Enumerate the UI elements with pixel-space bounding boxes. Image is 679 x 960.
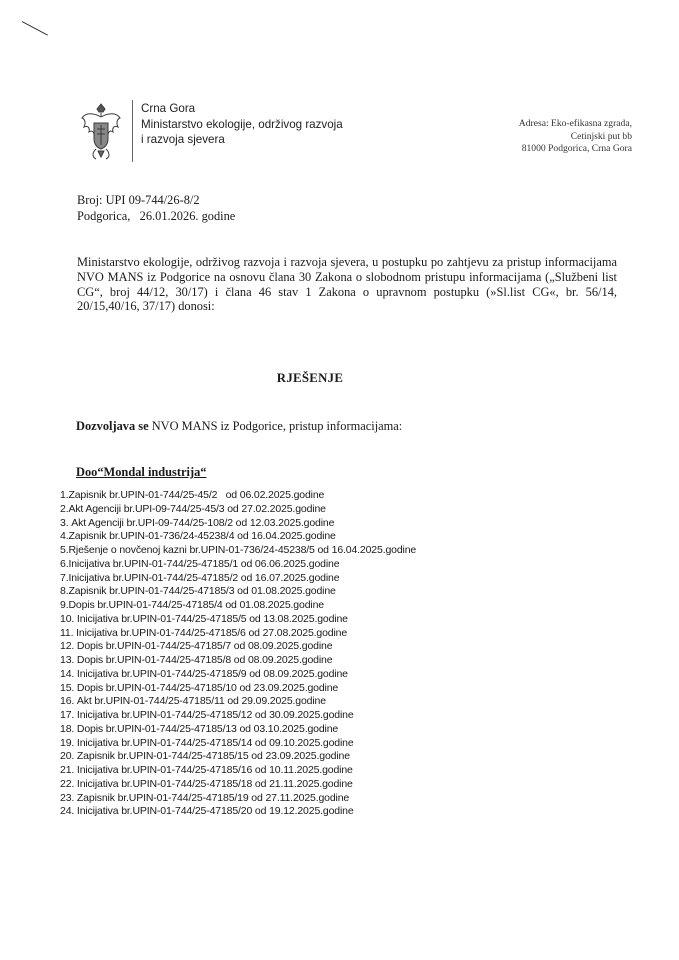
list-item-text: Inicijativa br.UPIN-01-744/25-47185/14 od 09.10.2025.godine [76,736,354,749]
list-item-text: Zapisnik br.UPIN-01-744/25-47185/3 od 01.08.2025.godine [68,585,336,598]
list-item [60,640,416,654]
list-item-text: Inicijativa br.UPIN-01-744/25-47185/16 od 10.11.2025.godine [76,764,353,776]
list-item [60,627,416,641]
list-item-number: 17. [60,709,77,721]
list-item-number: 18. [60,722,77,735]
list-item [60,572,416,586]
list-item-text: Inicijativa br.UPIN-01-744/25-47185/9 od 08.09.2025.godine [76,667,348,680]
approval-statement [76,419,402,434]
list-item [60,737,416,751]
list-item [60,613,416,627]
list-item-text: Rješenje o novčenoj kazni br.UPIN-01-736/24-45238/5 od 16.04.2025.godine [68,544,417,556]
list-item-number: 7. [60,571,69,584]
company-heading: Doo“Mondal industrija“ [76,465,207,479]
list-item [60,723,416,737]
list-item-text: Dopis br.UPIN-01-744/25-47185/13 od 03.10.2025.godine [76,722,339,735]
ministry-line-name: Ministarstvo ekologije, održivog razvoja [141,117,343,131]
ministry-name-block [141,101,343,148]
list-item [60,805,416,819]
list-item-number: 10. [60,612,77,625]
pen-scratch-mark [22,21,48,36]
ministry-line-name-cont: i razvoja sjevera [141,133,225,146]
list-item-text: Dopis br.UPIN-01-744/25-47185/10 od 23.09.2025.godine [76,681,339,694]
list-item-number: 23. [60,791,77,804]
list-item-number: 21. [60,764,77,776]
list-item-number: 16. [60,695,77,708]
list-item-text: Zapisnik br.UPIN-01-744/25-47185/15 od 23.09.2025.godine [76,750,350,763]
list-item-text: Inicijativa br.UPIN-01-744/25-47185/20 od 19.12.2025.godine [76,805,354,818]
address-line-city: 81000 Podgorica, Crna Gora [521,143,632,155]
address-line-building: Adresa: Eko-efikasna zgrada, [518,118,632,129]
list-item-text: Inicijativa br.UPIN-01-744/25-47185/2 od 16.07.2025.godine [68,571,340,584]
ministry-line-country: Crna Gora [141,102,196,115]
list-item-number: 15. [60,681,77,694]
list-item-text: Inicijativa br.UPIN-01-744/25-47185/18 od 21.11.2025.godine [76,777,353,790]
list-item-number: 13. [60,654,77,666]
list-item [60,764,416,778]
list-item-number: 14. [60,667,77,680]
list-item [60,517,416,531]
list-item [60,489,416,503]
reference-number: Broj: UPI 09-744/26-8/2 [77,193,200,207]
list-item [60,544,416,558]
list-item-text: Inicijativa br.UPIN-01-744/25-47185/6 od 27.08.2025.godine [76,626,348,639]
list-item-text: Akt Agenciji br.UPI-09-744/25-45/3 od 27.02.2025.godine [68,502,326,515]
document-list [60,489,416,819]
list-item-number: 9. [60,599,69,611]
coat-of-arms-icon [80,103,122,161]
list-item-number: 2. [60,502,69,515]
list-item-number: 20. [60,750,77,763]
list-item-text: Zapisnik br.UPIN-01-744/25-47185/19 od 27.11.2025.godine [76,791,350,804]
list-item [60,668,416,682]
list-item-number: 19. [60,736,77,749]
list-item [60,778,416,792]
list-item [60,585,416,599]
list-item-number: 12. [60,640,77,653]
list-item [60,750,416,764]
list-item [60,695,416,709]
list-item [60,503,416,517]
list-item-text: Dopis br.UPIN-01-744/25-47185/7 od 08.09.2025.godine [76,640,333,653]
list-item-text: Inicijativa br.UPIN-01-744/25-47185/5 od 13.08.2025.godine [76,612,348,625]
list-item [60,558,416,572]
list-item-number: 24. [60,805,77,818]
address-block [519,118,632,156]
list-item-text: Akt br.UPIN-01-744/25-47185/11 od 29.09.2025.godine [76,695,326,708]
document-title: RJEŠENJE [276,371,344,385]
list-item [60,599,416,613]
list-item-text: Zapisnik br.UPIN-01-744/25-45/2 od 06.02.2025.godine [68,489,325,501]
place-date: Podgorica, 26.01.2026. godine [77,208,236,223]
list-item [60,792,416,806]
list-item-number: 1. [60,489,69,501]
intro-paragraph: Ministarstvo ekologije, održivog razvoja i razvoja sjevera, u postupku po zahtjevu za pristup informacijama NVO MANS iz Podgorice na osnovu člana 30 Zakona o slobodnom pristupu informacijama („Službeni list CG“, broj 44/12, 30/17) i člana 46 stav 1 Zakona o upravnom postupku (»Sl.list CG«, br. 56/14, 20/15,40/16, 37/17) donosi: [77,255,617,314]
list-item-text: Dopis br.UPIN-01-744/25-47185/4 od 01.08.2025.godine [68,599,324,611]
list-item-number: 22. [60,777,77,790]
approval-bold: Dozvoljava se [76,419,149,433]
list-item-number: 11. [60,626,77,639]
list-item-text: Dopis br.UPIN-01-744/25-47185/8 od 08.09.2025.godine [76,654,333,666]
list-item-text: Akt Agenciji br.UPI-09-744/25-108/2 od 12.03.2025.godine [71,516,335,529]
list-item-text: Inicijativa br.UPIN-01-744/25-47185/12 od 30.09.2025.godine [76,709,354,721]
address-line-street: Cetinjski put bb [570,130,632,142]
list-item-text: Inicijativa br.UPIN-01-744/25-47185/1 od 06.06.2025.godine [68,557,340,570]
list-item [60,709,416,723]
list-item-number: 6. [60,557,69,570]
list-item [60,530,416,544]
list-item-number: 8. [60,585,69,598]
list-item [60,682,416,696]
list-item-number: 4. [60,530,69,543]
list-item [60,654,416,668]
list-item-text: Zapisnik br.UPIN-01-736/24-45238/4 od 16.04.2025.godine [68,530,336,543]
reference-block [77,193,235,224]
approval-rest: NVO MANS iz Podgorice, pristup informacijama: [148,419,403,433]
header-divider [132,100,133,162]
list-item-number: 3. [60,516,72,529]
list-item-number: 5. [60,544,69,556]
